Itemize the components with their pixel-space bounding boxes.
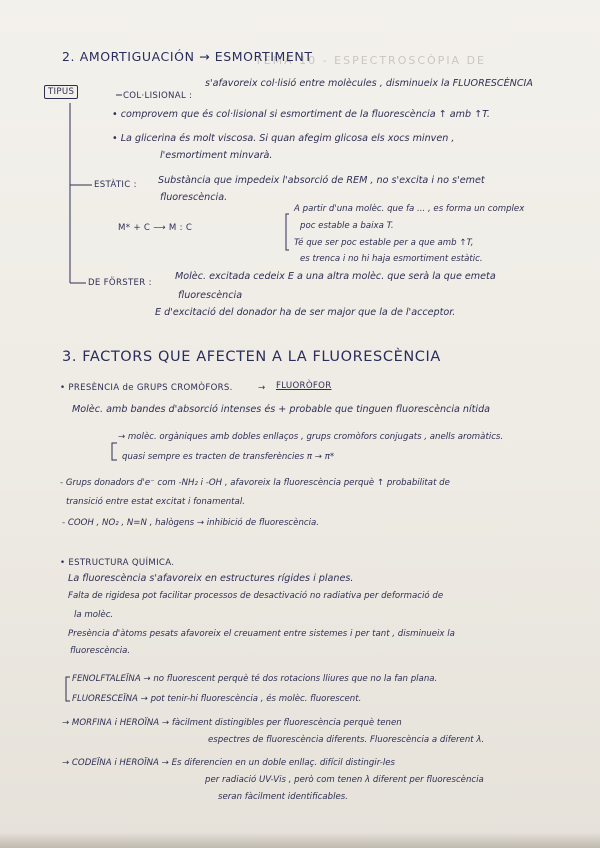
colisional-bullet-2: • La glicerina és molt viscosa. Si quan afegim glicosa els xocs minven , (112, 133, 455, 144)
presencia-bullet-2: quasi sempre es tracten de transferències π → π* (122, 452, 335, 462)
estructura-line-1: La fluorescència s'afavoreix en estructures rígides i planes. (68, 573, 354, 584)
arrow-icon: → (258, 383, 266, 393)
fluorofor-label: FLUORÒFOR (276, 381, 332, 391)
page-edge-shadow (0, 832, 600, 848)
section-2-title: 2. AMORTIGUACIÓN → ESMORTIMENT (62, 49, 313, 64)
forster-text: Molèc. excitada cedeix E a una altra molèc. que serà la que emeta (175, 271, 496, 282)
estructura-line-2-cont: la molèc. (74, 610, 114, 620)
estructura-label: • ESTRUCTURA QUÍMICA. (60, 558, 175, 568)
estatic-equation: M* + C ⟶ M : C (118, 223, 193, 233)
fluoresceina-line: FLUORESCEÏNA → pot tenir-hi fluorescència , és molèc. fluorescent. (72, 694, 362, 704)
donadors-line-2: transició entre estat excitat i fonamental. (66, 497, 245, 507)
colisional-label: COL·LISIONAL : (123, 91, 193, 101)
tipus-label: TIPUS (44, 85, 78, 99)
estatic-text-cont: fluorescència. (160, 192, 228, 203)
estatic-note-1-cont: poc estable a baixa T. (300, 221, 394, 231)
estatic-note-2-cont: es trenca i no hi haja esmortiment estàtic. (300, 254, 483, 264)
atractors-line: - COOH , NO₂ , N=N , halògens → inhibició de fluorescència. (62, 518, 320, 528)
codeina-line-2: per radiació UV-Vis , però com tenen λ diferent per fluorescència (205, 775, 484, 785)
fenolftaleina-line: FENOLFTALEÏNA → no fluorescent perquè té dos rotacions lliures que no la fan plana. (72, 674, 438, 684)
bleed-through-text: TEMA 10 - ESPECTROSCÒPIA DE (255, 54, 486, 67)
colisional-text: s'afavoreix col·lisió entre molècules , disminueix la FLUORESCÈNCIA (205, 78, 533, 89)
forster-label: DE FÖRSTER : (88, 278, 152, 288)
estructura-line-3: Presència d'àtoms pesats afavoreix el creuament entre sistemes i per tant , disminueix la (68, 629, 455, 639)
morfina-line-1: → MORFINA i HEROÏNA → fàcilment distingibles per fluorescència perquè tenen (62, 718, 402, 728)
forster-text-cont: fluorescència (178, 290, 243, 301)
colisional-bullet-1: • comprovem que és col·lisional si esmortiment de la fluorescència ↑ amb ↑T. (112, 109, 490, 120)
estatic-label: ESTÀTIC : (94, 180, 137, 190)
codeina-line-1: → CODEÏNA i HEROÏNA → Es diferencien en un doble enllaç. difícil distingir-les (62, 758, 396, 768)
colisional-bullet-2-cont: l'esmortiment minvarà. (160, 150, 273, 161)
presencia-line-1: Molèc. amb bandes d'absorció intenses és + probable que tinguen fluorescència nítida (72, 404, 491, 415)
section-3-title: 3. FACTORS QUE AFECTEN A LA FLUORESCÈNCIA (62, 349, 441, 365)
donadors-line-1: - Grups donadors d'e⁻ com -NH₂ i -OH , afavoreix la fluorescència perquè ↑ probabilitat de (60, 478, 450, 488)
codeina-line-3: seran fàcilment identificables. (218, 792, 348, 802)
presencia-bullet-1: → molèc. orgàniques amb dobles enllaços , grups cromòfors conjugats , anells aromàtics. (118, 432, 504, 442)
estatic-note-2: Té que ser poc estable per a que amb ↑T, (294, 238, 474, 248)
estructura-line-3-cont: fluorescència. (70, 646, 131, 656)
estructura-line-2: Falta de rigidesa pot facilitar processos de desactivació no radiativa per deformació de (68, 591, 444, 601)
presencia-label: • PRESÈNCIA de GRUPS CROMÒFORS. (60, 383, 233, 393)
estatic-text: Substància que impedeix l'absorció de REM , no s'excita i no s'emet (158, 175, 485, 186)
morfina-line-2: espectres de fluorescència diferents. Fluorescència a diferent λ. (208, 735, 485, 745)
estatic-note-1: A partir d'una molèc. que fa ... , es forma un complex (294, 204, 525, 214)
forster-energy-note: E d'excitació del donador ha de ser major que la de l'acceptor. (155, 307, 456, 318)
